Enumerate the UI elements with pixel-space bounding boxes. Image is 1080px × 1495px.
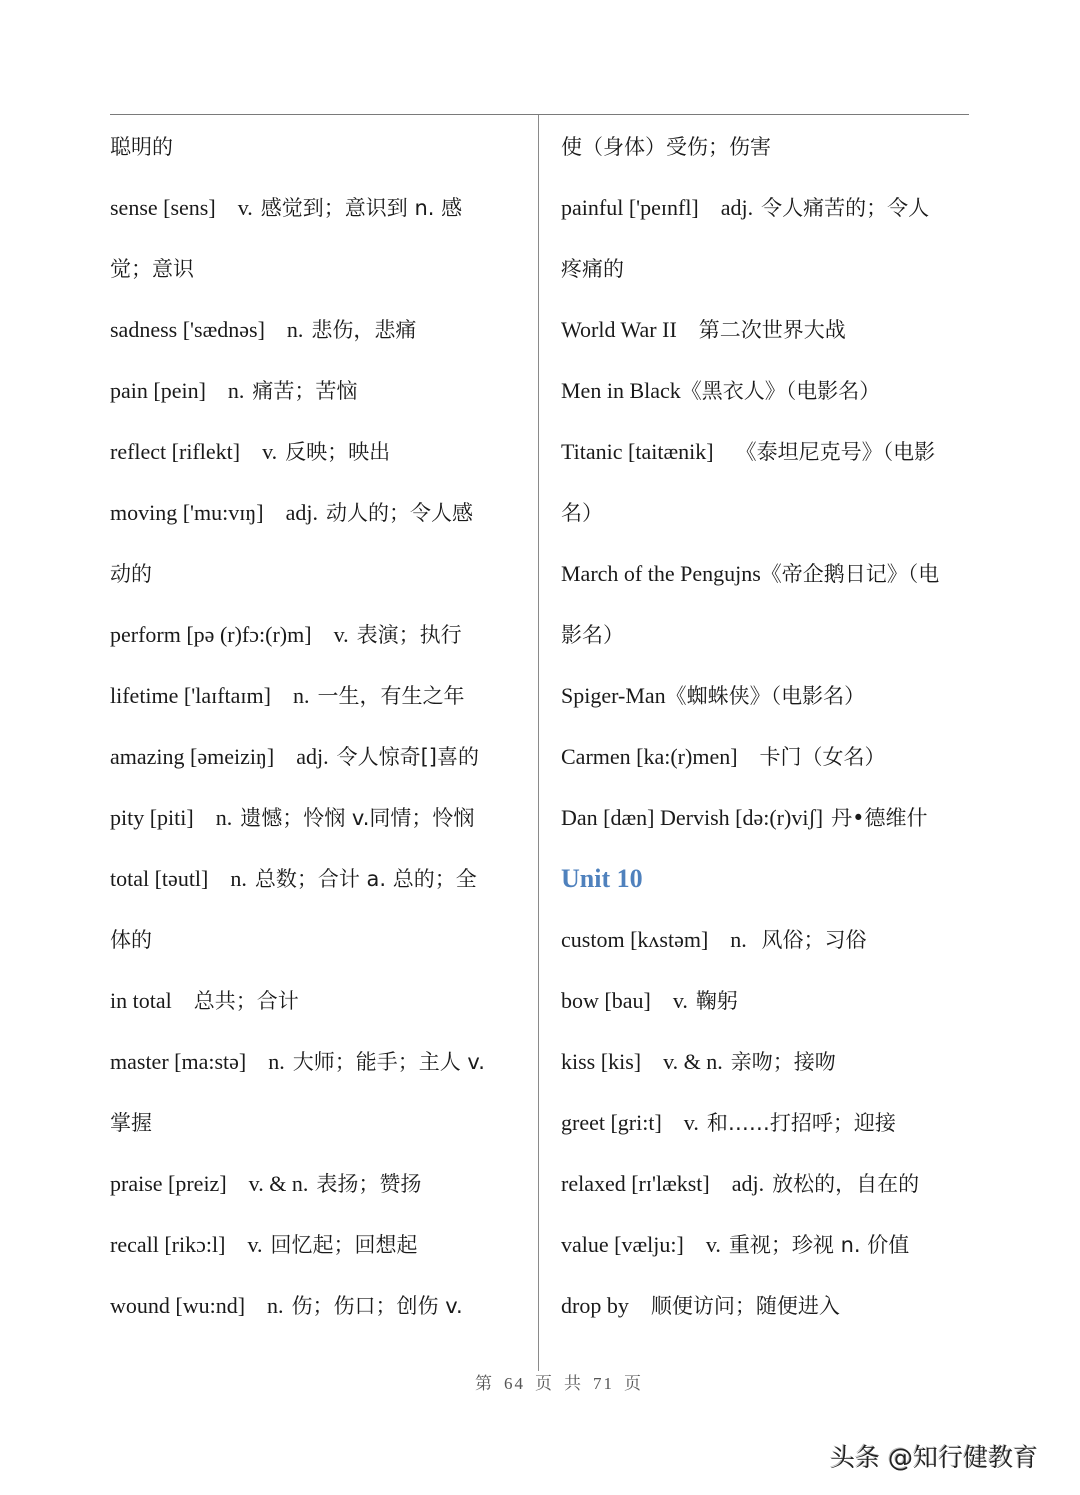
phonetic: [də:(r)viʃ] bbox=[735, 805, 824, 830]
vocab-word: Spiger-Man bbox=[561, 683, 666, 708]
definition-text: 风俗；习俗 bbox=[754, 928, 867, 952]
vocab-entry bbox=[110, 360, 525, 421]
phonetic: [riflekt] bbox=[171, 439, 241, 464]
vocab-entry bbox=[561, 970, 976, 1031]
part-of-speech: v. bbox=[683, 1110, 699, 1135]
vocab-word: Titanic bbox=[561, 439, 623, 464]
vocab-entry bbox=[110, 848, 525, 909]
phonetic: [təutl] bbox=[154, 866, 209, 891]
phonetic: ['laɪftaɪm] bbox=[183, 683, 271, 708]
definition-text: 觉；意识 bbox=[110, 257, 194, 281]
definition-text: 使（身体）受伤；伤害 bbox=[561, 135, 771, 159]
vocab-word: lifetime bbox=[110, 683, 179, 708]
vocab-entry bbox=[561, 543, 976, 604]
vocab-word: drop by bbox=[561, 1293, 629, 1318]
phonetic: [pein] bbox=[153, 378, 206, 403]
vocab-word: painful bbox=[561, 195, 624, 220]
unit-heading-line bbox=[561, 848, 976, 909]
phonetic: ['mu:vɪŋ] bbox=[182, 500, 264, 525]
definition-text: 大师；能手；主人 v. bbox=[292, 1050, 485, 1074]
vocab-word: kiss bbox=[561, 1049, 596, 1074]
phonetic: ['sædnəs] bbox=[182, 317, 265, 342]
definition-text: 表演；执行 bbox=[356, 623, 462, 647]
vocab-entry bbox=[110, 1214, 525, 1275]
part-of-speech: adj. bbox=[296, 744, 329, 769]
vocab-word: Carmen bbox=[561, 744, 631, 769]
phonetic: [sens] bbox=[163, 195, 216, 220]
part-of-speech: adj. bbox=[720, 195, 754, 220]
part-of-speech: n. bbox=[292, 683, 310, 708]
footer-page-word: 页 bbox=[535, 1374, 554, 1393]
phonetic: [gri:t] bbox=[610, 1110, 662, 1135]
vocab-word: World War II bbox=[561, 317, 677, 342]
vocab-entry bbox=[110, 787, 525, 848]
vocab-word: relaxed bbox=[561, 1171, 626, 1196]
vocab-word: reflect bbox=[110, 439, 167, 464]
definition-text: 《黑衣人》（电影名） bbox=[680, 379, 881, 403]
vocab-entry bbox=[110, 665, 525, 726]
definition-text: 总共；合计 bbox=[193, 989, 299, 1013]
vocab-word: moving bbox=[110, 500, 178, 525]
phonetic: [piti] bbox=[149, 805, 194, 830]
phonetic: [vælju:] bbox=[614, 1232, 684, 1257]
part-of-speech: v. bbox=[247, 1232, 263, 1257]
vocab-entry bbox=[110, 421, 525, 482]
continuation-line bbox=[110, 116, 525, 177]
phonetic: [bau] bbox=[604, 988, 651, 1013]
definition-text: 第二次世界大战 bbox=[698, 318, 846, 342]
vocab-entry bbox=[561, 1092, 976, 1153]
vocab-entry bbox=[110, 1275, 525, 1336]
part-of-speech: n. bbox=[267, 1293, 284, 1318]
phonetic: [ma:stə] bbox=[174, 1049, 247, 1074]
definition-text: 掌握 bbox=[110, 1111, 152, 1135]
total-pages-number: 71 bbox=[593, 1374, 614, 1393]
definition-text: 遗憾；怜悯 v.同情；怜悯 bbox=[240, 806, 475, 830]
part-of-speech: adj. bbox=[285, 500, 318, 525]
definition-text: 影名） bbox=[561, 623, 624, 647]
part-of-speech: n. bbox=[286, 317, 304, 342]
definition-text: 动人的；令人感 bbox=[325, 501, 473, 525]
vocab-entry bbox=[110, 604, 525, 665]
definition-text: 顺便访问；随便进入 bbox=[650, 1294, 840, 1318]
definition-text: 总数；合计 a. 总的；全 bbox=[254, 867, 477, 891]
vocab-word: Men in Black bbox=[561, 378, 681, 403]
vocab-entry bbox=[110, 1153, 525, 1214]
vocab-word: sadness bbox=[110, 317, 178, 342]
vocab-entry bbox=[561, 360, 976, 421]
vocab-word: praise bbox=[110, 1171, 163, 1196]
vocab-entry bbox=[110, 299, 525, 360]
part-of-speech: v. bbox=[672, 988, 688, 1013]
vocab-word: custom bbox=[561, 927, 625, 952]
current-page-number: 64 bbox=[504, 1374, 525, 1393]
part-of-speech: v. bbox=[237, 195, 253, 220]
vocab-entry bbox=[561, 177, 976, 238]
vocab-entry bbox=[561, 665, 976, 726]
part-of-speech: v. & n. bbox=[663, 1049, 723, 1074]
phonetic: [əmeiziŋ] bbox=[190, 744, 275, 769]
phonetic: [pə (r)fɔ:(r)m] bbox=[186, 622, 312, 647]
phonetic: ['peɪnfl] bbox=[628, 195, 699, 220]
vocab-word: sense bbox=[110, 195, 158, 220]
definition-text: 体的 bbox=[110, 928, 152, 952]
vocab-word: March of the Pengujns bbox=[561, 561, 761, 586]
definition-text: 悲伤，悲痛 bbox=[311, 318, 417, 342]
vocab-entry bbox=[110, 482, 525, 543]
vocab-word: in total bbox=[110, 988, 172, 1013]
definition-text: 一生，有生之年 bbox=[317, 684, 465, 708]
vocab-word: total bbox=[110, 866, 150, 891]
part-of-speech: n. bbox=[230, 866, 247, 891]
vocab-word: perform bbox=[110, 622, 181, 647]
unit-heading: Unit 10 bbox=[561, 864, 643, 893]
definition-text: 丹•德维什 bbox=[831, 806, 928, 830]
phonetic: [rɪ'lækst] bbox=[631, 1171, 710, 1196]
vocab-entry bbox=[110, 1031, 525, 1092]
vocab-word: pity bbox=[110, 805, 145, 830]
vocab-word: amazing bbox=[110, 744, 185, 769]
definition-text: 感觉到；意识到 n. 感 bbox=[260, 196, 463, 220]
definition-text: 和……打招呼；迎接 bbox=[706, 1111, 896, 1135]
definition-text: 回忆起；回想起 bbox=[270, 1233, 418, 1257]
column-divider bbox=[538, 115, 539, 1371]
part-of-speech: n. bbox=[227, 378, 245, 403]
vocab-word: value bbox=[561, 1232, 609, 1257]
definition-text: 令人惊奇[]喜的 bbox=[336, 745, 479, 769]
vocab-entry bbox=[561, 909, 976, 970]
footer-prefix: 第 bbox=[475, 1374, 494, 1393]
phonetic: [kis] bbox=[600, 1049, 642, 1074]
definition-text: 令人痛苦的；令人 bbox=[761, 196, 930, 220]
part-of-speech: v. bbox=[333, 622, 349, 647]
phonetic: [kʌstəm] bbox=[630, 927, 709, 952]
part-of-speech: v. bbox=[262, 439, 278, 464]
vocab-entry bbox=[561, 726, 976, 787]
definition-text: 聪明的 bbox=[110, 135, 173, 159]
watermark: 头条 @知行健教育 bbox=[830, 1443, 1038, 1472]
vocab-entry bbox=[110, 970, 525, 1031]
definition-wrap-line bbox=[110, 238, 525, 299]
definition-text: 痛苦；苦恼 bbox=[252, 379, 358, 403]
vocab-entry bbox=[561, 787, 976, 848]
part-of-speech: n. bbox=[268, 1049, 285, 1074]
definition-text: 亲吻；接吻 bbox=[730, 1050, 836, 1074]
definition-text: 《泰坦尼克号》（电影 bbox=[735, 440, 936, 464]
vocab-word: Dan [dæn] Dervish bbox=[561, 805, 730, 830]
vocab-entry bbox=[561, 421, 976, 482]
definition-text: 动的 bbox=[110, 562, 152, 586]
right-column bbox=[561, 116, 976, 1336]
definition-text: 伤；伤口；创伤 v. bbox=[291, 1294, 463, 1318]
part-of-speech: adj. bbox=[731, 1171, 765, 1196]
phonetic: [rikɔ:l] bbox=[164, 1232, 226, 1257]
definition-text: 表扬；赞扬 bbox=[316, 1172, 422, 1196]
definition-text: 卡门（女名） bbox=[759, 745, 886, 769]
phonetic: [wu:nd] bbox=[175, 1293, 246, 1318]
definition-text: 《帝企鹅日记》（电 bbox=[760, 562, 940, 586]
definition-text: 名） bbox=[561, 501, 603, 525]
definition-wrap-line bbox=[561, 604, 976, 665]
header-rule bbox=[110, 114, 969, 115]
definition-text: 反映；映出 bbox=[285, 440, 391, 464]
phonetic: [preiz] bbox=[168, 1171, 227, 1196]
vocab-word: wound bbox=[110, 1293, 170, 1318]
continuation-line bbox=[561, 116, 976, 177]
part-of-speech: v. bbox=[705, 1232, 721, 1257]
vocab-entry bbox=[561, 1031, 976, 1092]
vocab-word: greet bbox=[561, 1110, 605, 1135]
vocab-entry bbox=[561, 1214, 976, 1275]
definition-text: 放松的，自在的 bbox=[772, 1172, 920, 1196]
definition-wrap-line bbox=[561, 482, 976, 543]
vocab-entry bbox=[561, 1275, 976, 1336]
definition-text: 鞠躬 bbox=[695, 989, 738, 1013]
definition-wrap-line bbox=[110, 1092, 525, 1153]
definition-wrap-line bbox=[110, 909, 525, 970]
definition-wrap-line bbox=[110, 543, 525, 604]
part-of-speech: v. & n. bbox=[248, 1171, 309, 1196]
vocab-entry bbox=[110, 726, 525, 787]
vocab-entry bbox=[561, 299, 976, 360]
definition-text: 重视；珍视 n. 价值 bbox=[728, 1233, 910, 1257]
vocab-word: pain bbox=[110, 378, 148, 403]
vocab-entry bbox=[561, 1153, 976, 1214]
footer-total-word: 共 bbox=[564, 1374, 583, 1393]
vocab-word: master bbox=[110, 1049, 169, 1074]
vocab-word: recall bbox=[110, 1232, 159, 1257]
part-of-speech: n. bbox=[215, 805, 233, 830]
footer-suffix: 页 bbox=[624, 1374, 643, 1393]
phonetic: [taitænik] bbox=[628, 439, 714, 464]
definition-wrap-line bbox=[561, 238, 976, 299]
definition-text: 疼痛的 bbox=[561, 257, 624, 281]
left-column bbox=[110, 116, 525, 1336]
part-of-speech: n. bbox=[730, 927, 747, 952]
vocab-entry bbox=[110, 177, 525, 238]
definition-text: 《蜘蛛侠》（电影名） bbox=[665, 684, 866, 708]
vocab-word: bow bbox=[561, 988, 599, 1013]
phonetic: [ka:(r)men] bbox=[636, 744, 738, 769]
